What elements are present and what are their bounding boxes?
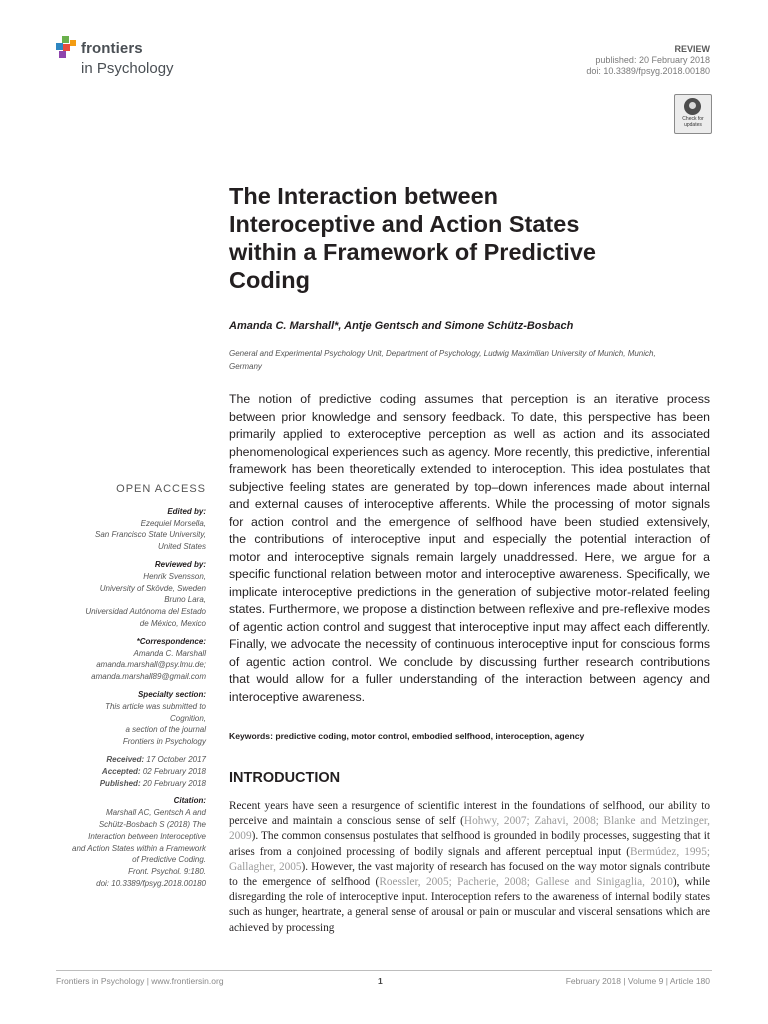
citation-label: Citation: (173, 796, 206, 806)
journal-name-line2: in Psychology (81, 60, 174, 77)
abstract-line: of agentic action control. We conclude by discussing further research contributions (229, 654, 710, 669)
article-title (229, 182, 699, 294)
title-line: within a Framework of Predictive (229, 239, 596, 265)
citation-doi-link[interactable]: doi: 10.3389/fpsyg.2018.00180 (96, 878, 206, 888)
abstract-line: phenomenological experiences such as agency. More recently, this predictive, inferential (229, 444, 710, 459)
received-date: Received: 17 October 2017 (106, 754, 206, 764)
frontiers-logo-icon (56, 36, 78, 60)
check-for-updates-label: Check for updates (682, 116, 704, 128)
footer-issue-info: February 2018 | Volume 9 | Article 180 (565, 976, 710, 986)
article-type: REVIEW (674, 44, 710, 54)
abstract-line: implicate interoceptive predictions in the generation of subjective motor-related feeling (229, 584, 710, 599)
citation-line: Interaction between Interoceptive (88, 831, 206, 841)
correspondence-email-link[interactable]: amanda.marshall89@gmail.com (91, 672, 206, 682)
body-text: ). However, the vast majority of research has focused on the way motor signals contribute to the emergence of selfhood ( (229, 860, 710, 889)
footer-journal-link[interactable]: Frontiers in Psychology | www.frontiersin.org (56, 976, 224, 986)
published-date: published: 20 February 2018 (595, 55, 710, 65)
specialty-line: This article was submitted to (105, 701, 206, 711)
abstract-line: framework has been theoretically extended to interoception. This idea postulates that (229, 462, 710, 476)
page-number: 1 (378, 976, 383, 986)
introduction-paragraph (229, 799, 710, 936)
specialty-line: Frontiers in Psychology (122, 737, 206, 747)
citation-line: Schütz-Bosbach S (2018) The (98, 819, 206, 829)
specialty-section-label: Specialty section: (137, 689, 206, 699)
citation-line: of Predictive Coding. (132, 855, 206, 865)
article-meta (586, 44, 710, 77)
check-for-updates-button[interactable] (674, 94, 712, 134)
abstract-line: motor and interoceptive signals remain largely unaddressed. Here, we argue for a (229, 549, 710, 564)
abstract-line: interoceptive awareness. (229, 689, 366, 704)
section-heading-introduction: INTRODUCTION (229, 770, 341, 786)
citation-link[interactable]: Roessler, 2005; Pacherie, 2008; Gallese and Sinigaglia, 2010 (379, 876, 673, 889)
abstract-line: specific functional relation between motor and interoceptive awareness. Specifically, we (229, 567, 710, 581)
footer-divider (56, 970, 712, 971)
reviewer-line: Bruno Lara, (164, 595, 206, 605)
keywords: Keywords: predictive coding, motor control, embodied selfhood, interoception, agency (229, 731, 585, 741)
crossmark-icon (684, 98, 701, 115)
correspondence-name: Amanda C. Marshall (133, 648, 206, 658)
journal-name-line1: frontiers (81, 40, 143, 57)
abstract-line: for action control and the emergence of selfhood have been studied extensively, (229, 514, 710, 529)
reviewer-line: Henrik Svensson, (143, 571, 206, 581)
abstract-line: between prior knowledge and sensory feedback. To date, this perspective has been (229, 409, 710, 424)
reviewer-line: University of Skövde, Sweden (99, 583, 206, 593)
abstract-line: primarily applied to exteroceptive perception as well as action and its associated (229, 427, 710, 441)
editor-line: San Francisco State University, (94, 530, 206, 540)
author-list[interactable]: Amanda C. Marshall*, Antje Gentsch and Simone Schütz-Bosbach (229, 320, 574, 332)
abstract-line: and external causes of interoceptive afferents. While the processing of motor signals (229, 497, 710, 511)
citation-line: Front. Psychol. 9:180. (128, 867, 206, 877)
reviewed-by-label: Reviewed by: (154, 559, 206, 569)
title-line: Coding (229, 267, 310, 293)
citation-line: Marshall AC, Gentsch A and (105, 808, 206, 818)
body-text: ), while disregarding the role of interoceptive input. Interoception refers to the awareness of internal bodily states such as hunger, heartrate, a general sense of arousal or pain or muscular and visceral sensations which are achieved by processing (229, 876, 710, 934)
title-line: The Interaction between (229, 183, 498, 209)
correspondence-label: *Correspondence: (136, 636, 206, 646)
editor-line: United States (157, 542, 206, 552)
abstract-line: Finally, we advocate the necessity of continuous interoceptive input for conscious forms (229, 637, 710, 651)
article-doi[interactable]: doi: 10.3389/fpsyg.2018.00180 (586, 66, 710, 76)
abstract-line: subjective feeling states are generated by top–down inferences made about internal (229, 479, 710, 494)
edited-by-label: Edited by: (167, 506, 206, 516)
journal-logo[interactable] (56, 34, 216, 84)
abstract-line: states. Furthermore, we propose a distinction between reflexive and pre-reflexive modes (229, 602, 710, 616)
accepted-date: Accepted: 02 February 2018 (101, 766, 206, 776)
citation-link[interactable]: Bermúdez, 1995; Gallagher, 2005 (229, 845, 710, 873)
affiliation: General and Experimental Psychology Unit, Department of Psychology, Ludwig Maximilian University of Munich, Munich, Germany (229, 349, 656, 371)
abstract-line: that would allow for a fuller understanding of the interaction between agency and (229, 672, 710, 686)
published-date-sidebar: Published: 20 February 2018 (99, 778, 206, 788)
abstract-line: of agentic action control and suggest that interoceptive input may affect each differently. (229, 619, 710, 634)
title-line: Interoceptive and Action States (229, 211, 580, 237)
specialty-line: Cognition, (169, 713, 206, 723)
abstract-line: the contributions of interoceptive input and especially the potential interaction of (229, 532, 710, 546)
body-text: ). The common consensus postulates that selfhood is grounded in bodily processes, suggesting that it arises from a conjoined processing of bodily signals and afferent perceptual input ( (229, 830, 710, 858)
citation-line: and Action States within a Framework (72, 843, 206, 853)
reviewer-line: de México, Mexico (139, 618, 206, 628)
correspondence-email-link[interactable]: amanda.marshall@psy.lmu.de; (96, 660, 206, 670)
reviewer-line: Universidad Autónoma del Estado (85, 607, 206, 617)
abstract (229, 391, 710, 706)
open-access-label: OPEN ACCESS (116, 483, 206, 495)
specialty-line: a section of the journal (125, 725, 206, 735)
article-sidebar (40, 484, 206, 890)
editor-line: Ezequiel Morsella, (140, 518, 206, 528)
body-text: Recent years have seen a resurgence of scientific interest in the foundations of selfhood, our ability to perceive and maintain a conscious sense of self ( (229, 800, 710, 828)
citation-link[interactable]: Hohwy, 2007; Zahavi, 2008; Blanke and Metzinger, 2009 (229, 815, 710, 843)
abstract-line: The notion of predictive coding assumes that perception is an iterative process (229, 392, 710, 406)
